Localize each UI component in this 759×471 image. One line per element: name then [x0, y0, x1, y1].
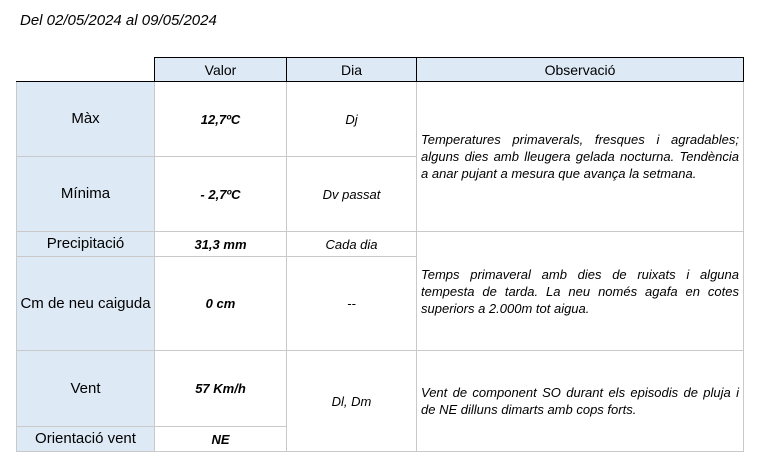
day-snow: -- [287, 257, 417, 351]
header-blank-cell [17, 58, 155, 82]
observation-precipitation: Temps primaveral amb dies de ruixats i alguna tempesta de tarda. La neu només agafa en cotes superiors a 2.000m tot aigua. [417, 232, 744, 351]
value-wind-direction: NE [155, 427, 287, 452]
table-header-row [17, 58, 744, 82]
day-min: Dv passat [287, 157, 417, 232]
row-label-precipitation: Precipitació [17, 232, 155, 257]
date-range: Del 02/05/2024 al 09/05/2024 [20, 12, 217, 29]
observation-wind: Vent de component SO durant els episodis de pluja i de NE dilluns dimarts amb cops forts. [417, 351, 744, 452]
value-precipitation: 31,3 mm [155, 232, 287, 257]
row-label-wind-direction: Orientació vent [17, 427, 155, 452]
observation-temperature: Temperatures primaverals, fresques i agradables; alguns dies amb lleugera gelada nocturna. Tendència a anar pujant a mesura que avança la setmana. [417, 82, 744, 232]
row-label-wind: Vent [17, 351, 155, 427]
header-observacio: Observació [417, 58, 744, 82]
row-label-snow: Cm de neu caiguda [17, 257, 155, 351]
row-label-max: Màx [17, 82, 155, 157]
table-row [17, 82, 744, 157]
value-min: - 2,7ºC [155, 157, 287, 232]
header-valor: Valor [155, 58, 287, 82]
value-wind: 57 Km/h [155, 351, 287, 427]
table-row [17, 232, 744, 257]
weather-summary-table [16, 57, 744, 452]
table-row [17, 351, 744, 427]
day-precipitation: Cada dia [287, 232, 417, 257]
day-wind: Dl, Dm [287, 351, 417, 452]
value-max: 12,7ºC [155, 82, 287, 157]
header-dia: Dia [287, 58, 417, 82]
value-snow: 0 cm [155, 257, 287, 351]
day-max: Dj [287, 82, 417, 157]
row-label-min: Mínima [17, 157, 155, 232]
